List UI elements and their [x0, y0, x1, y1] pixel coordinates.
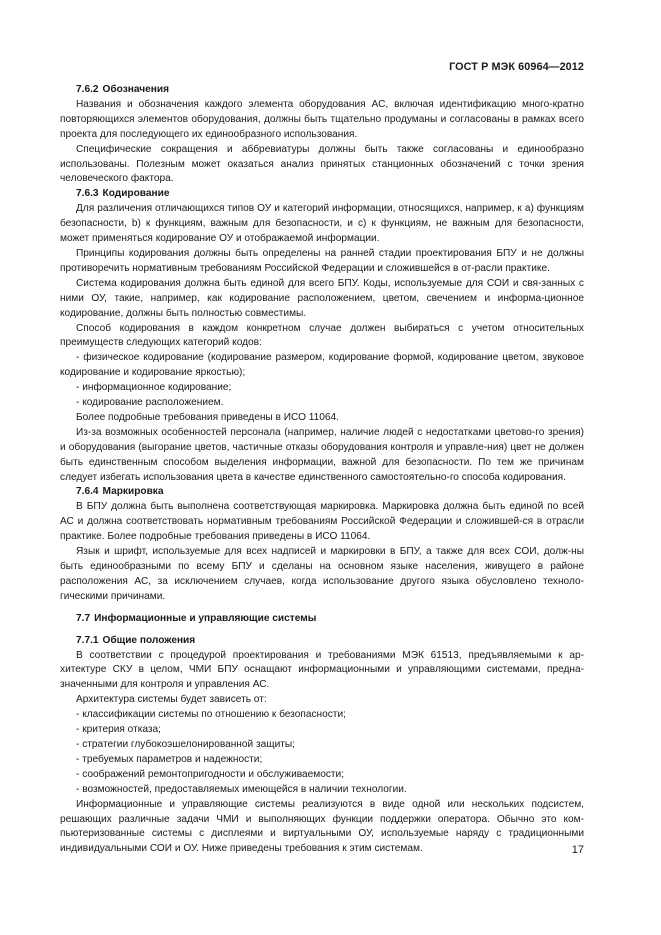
section-heading-7-7	[60, 612, 584, 627]
list-item-text: требуемых параметров и надежности;	[82, 753, 263, 765]
list-item-text: возможностей, предоставляемых имеющейся в наличии технологии.	[82, 783, 407, 795]
list-item	[60, 351, 584, 381]
section-title: Информационные и управляющие системы	[94, 612, 317, 624]
list-item	[60, 738, 584, 753]
list-item-text: классификации системы по отношению к безопасности;	[82, 709, 346, 721]
list-item	[60, 381, 584, 396]
section-number: 7.7.1	[76, 634, 99, 646]
paragraph: Архитектура системы будет зависеть от:	[76, 694, 267, 706]
list-item	[60, 708, 584, 723]
list-dash: -	[76, 783, 80, 795]
section-title: Обозначения	[102, 84, 169, 95]
paragraph: В соответствии с процедурой проектирования и требованиями МЭК 61513, предъявляемыми к ар-хитектуре СКУ в целом, ЧМИ БПУ оснащают информационными и управляющими системами, предна-значенными для контроля и управления АС.	[60, 649, 584, 691]
section-title: Общие положения	[102, 634, 196, 646]
paragraph: Информационные и управляющие системы реализуются в виде одной или нескольких подсистем, решающих различные задачи ЧМИ и выполняющих функции поддержки оператора. Обычно это ком-пьютеризованные системы с дисплеями и виртуальными ОУ, используемые наряду с традиционными индивидуальными СОИ и ОУ. Ниже приведены требования к этим системам.	[60, 798, 584, 855]
paragraph: Названия и обозначения каждого элемента оборудования АС, включая идентификацию много-кратно повторяющихся элементов оборудования, должны быть тщательно продуманы и согласованы в рамках всего проекта для последующего их единообразного использования.	[60, 98, 584, 140]
list-item	[60, 753, 584, 768]
section-heading-7-6-4	[60, 485, 584, 500]
list-dash: -	[76, 352, 80, 364]
list-dash: -	[76, 382, 80, 394]
document-body	[60, 83, 584, 857]
section-title: Кодирование	[102, 188, 170, 200]
section-number: 7.6.4	[76, 486, 99, 498]
list-item	[60, 783, 584, 798]
list-item-text: соображений ремонтопригодности и обслуживаемости;	[82, 768, 345, 780]
list-item-text: кодирование расположением.	[82, 397, 224, 409]
list-item-text: физическое кодирование (кодирование размером, кодирование формой, кодирование цветом, звуковое кодирование и кодирование яркостью);	[60, 352, 584, 379]
paragraph: Более подробные требования приведены в ИСО 11064.	[76, 411, 339, 423]
page-number: 17	[571, 844, 584, 856]
list-item-text: критерия отказа;	[82, 724, 161, 736]
list-dash: -	[76, 709, 80, 721]
section-heading-7-6-3	[60, 187, 584, 202]
paragraph: Принципы кодирования должны быть определены на ранней стадии проектирования БПУ и не должны противоречить нормативным требованиям Российской Федерации и сложившейся в от-расли практике.	[60, 247, 584, 274]
paragraph: В БПУ должна быть выполнена соответствующая маркировка. Маркировка должна быть единой по всей АС и должна соответствовать нормативным требованиям Российской Федерации и сложившей-ся в отрасли практике. Более подробные требования приведены в ИСО 11064.	[60, 501, 584, 543]
section-heading-7-7-1	[60, 634, 584, 649]
section-number: 7.7	[76, 612, 91, 624]
paragraph: Из-за возможных особенностей персонала (например, наличие людей с недостатками цветово-го зрения) и оборудования (выгорание цветов, частичные отказы оборудования контроля и управле-ния) цвет не должен быть единственным способом выделения информации, важной для безопасности. По тем же причинам следует избегать использования цвета в качестве единственного самостоятельно-го способа кодирования.	[60, 426, 584, 483]
section-number: 7.6.3	[76, 188, 99, 200]
list-item-text: стратегии глубокоэшелонированной защиты;	[82, 738, 295, 750]
list-item-text: информационное кодирование;	[82, 382, 232, 394]
list-dash: -	[76, 768, 80, 780]
list-dash: -	[76, 724, 80, 736]
document-header: ГОСТ Р МЭК 60964—2012	[449, 61, 584, 73]
list-item	[60, 396, 584, 411]
section-heading-7-6-2	[60, 83, 584, 98]
paragraph: Система кодирования должна быть единой для всего БПУ. Коды, используемые для СОИ и свя-занных с ними ОУ, такие, например, как кодирование расположением, цветом, свечением и информа-ционное кодирование, должны быть полностью совместимы.	[60, 277, 584, 319]
section-title: Маркировка	[102, 486, 164, 498]
section-number: 7.6.2	[76, 84, 99, 95]
list-item	[60, 723, 584, 738]
list-dash: -	[76, 397, 80, 409]
paragraph: Для различения отличающихся типов ОУ и категорий информации, относящихся, например, к а) функциям безопасности, b) к функциям, важным для безопасности, и с) к функциям, не важным для безопасности, может применяться кодирование ОУ и отображаемой информации.	[60, 203, 584, 245]
list-dash: -	[76, 738, 80, 750]
list-item	[60, 768, 584, 783]
paragraph: Специфические сокращения и аббревиатуры должны быть также согласованы и единообразно использованы. Полезным может оказаться анализ принятых станционных обозначений с точки зрения человеческого фактора.	[60, 143, 584, 185]
paragraph: Способ кодирования в каждом конкретном случае должен выбираться с учетом относительных преимуществ следующих категорий кодов:	[60, 322, 584, 349]
list-dash: -	[76, 753, 80, 765]
paragraph: Язык и шрифт, используемые для всех надписей и маркировки в БПУ, а также для всех СОИ, долж-ны быть единообразными по всему БПУ и сделаны на основном языке населения, живущего в районе расположения АС, за исключением случаев, когда использование другого языка обусловлено техноло-гическими причинами.	[60, 546, 584, 602]
